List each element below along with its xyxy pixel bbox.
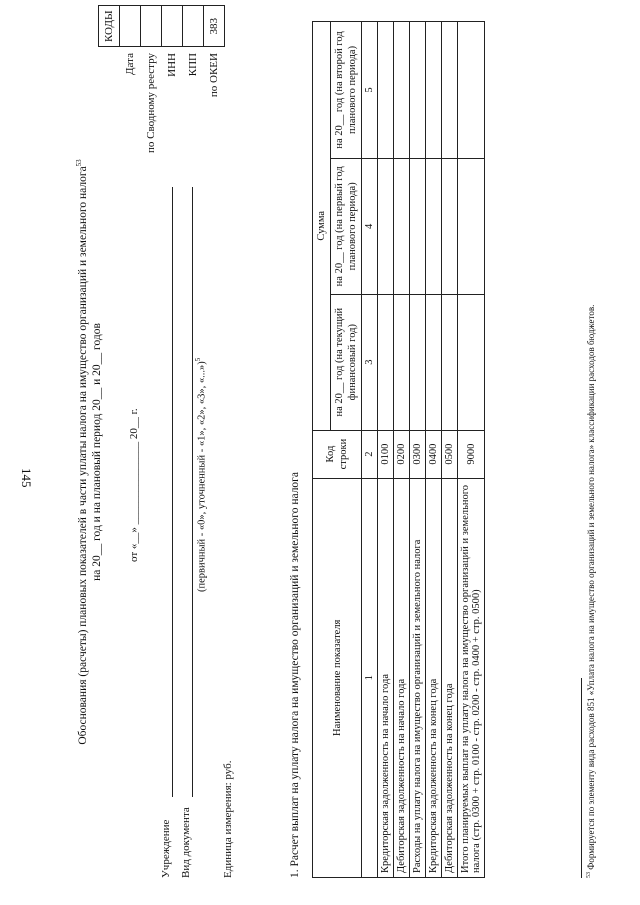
document-title: Обоснования (расчеты) плановых показателей в части уплаты налога на имущество организаций и земельного налога$^{53}$ на 20__ год и на плановый период 20__ и 20__ годов — [75, 159, 103, 745]
doc-type-hint: (первичный - «0», уточненный - «1», «2», «3», «...»)$^5$ — [194, 357, 208, 592]
institution-input-line[interactable] — [172, 187, 173, 797]
unit-label: Единица измерения: руб. — [222, 760, 234, 878]
col-num: 4 — [362, 158, 378, 294]
table-row — [410, 22, 426, 878]
row-value[interactable] — [410, 22, 426, 159]
codes-value-okei: 383 — [204, 6, 225, 47]
row-value[interactable] — [378, 158, 394, 294]
row-value[interactable] — [394, 158, 410, 294]
header-code: Код строки — [313, 430, 362, 478]
table-row — [378, 22, 394, 878]
codes-label-kpp: КПП — [187, 53, 199, 77]
table-row — [426, 22, 442, 878]
footnote: $^{53}$ Формируется по элементу вида расходов 851 «Уплата налога на имущество организаций и земельного налога» классификации расходов бюджетов. — [586, 304, 596, 878]
row-value[interactable] — [426, 22, 442, 159]
page-number: 145 — [19, 468, 34, 488]
row-name: Дебиторская задолженность на конец года — [442, 478, 458, 877]
codes-header: КОДЫ — [99, 6, 120, 47]
row-value[interactable] — [458, 22, 485, 159]
row-name: Дебиторская задолженность на начало года — [394, 478, 410, 877]
row-value[interactable] — [410, 158, 426, 294]
codes-label-inn: ИНН — [166, 53, 178, 77]
codes-value-inn[interactable] — [162, 6, 183, 47]
codes-label-date: Дата — [124, 53, 136, 75]
title-period: на 20__ год и на плановый период 20__ и 20__ годов — [90, 323, 103, 581]
codes-label-registry: по Сводному реестру — [144, 53, 157, 153]
row-value[interactable] — [442, 158, 458, 294]
codes-label-okei: по ОКЕИ — [208, 53, 220, 98]
row-code: 0200 — [394, 430, 410, 478]
row-code: 0500 — [442, 430, 458, 478]
row-name: Кредиторская задолженность на начало года — [378, 478, 394, 877]
header-year-second: на 20__ год (на второй год планового периода) — [331, 22, 362, 159]
row-value[interactable] — [442, 22, 458, 159]
row-value[interactable] — [442, 294, 458, 430]
row-value[interactable] — [426, 294, 442, 430]
row-value[interactable] — [458, 294, 485, 430]
row-value[interactable] — [410, 294, 426, 430]
row-value[interactable] — [458, 158, 485, 294]
header-year-current: на 20__ год (на текущий финансовый год) — [331, 294, 362, 430]
header-year-first: на 20__ год (на первый год планового периода) — [331, 158, 362, 294]
doc-type-label: Вид документа — [180, 807, 192, 878]
table-row-total — [458, 22, 485, 878]
col-num: 3 — [362, 294, 378, 430]
header-sum: Сумма — [313, 22, 331, 431]
section-title: 1. Расчет выплат на уплату налога на имущество организаций и земельного налога — [289, 472, 301, 878]
calculation-table — [312, 21, 485, 878]
row-value[interactable] — [426, 158, 442, 294]
date-line: от «__» _______________ 20__ г. — [128, 408, 140, 562]
codes-value-registry[interactable] — [141, 6, 162, 47]
row-name: Расходы на уплату налога на имущество организаций и земельного налога — [410, 478, 426, 877]
table-row — [394, 22, 410, 878]
row-code: 9000 — [458, 430, 485, 478]
row-code: 0100 — [378, 430, 394, 478]
doc-type-input-line[interactable] — [192, 187, 193, 797]
row-value[interactable] — [378, 22, 394, 159]
row-name: Итого планируемых выплат на уплату налога на имущество организаций и земельного налога (стр. 0300 + стр. 0100 - стр. 0200 - стр. 0400 + стр. 0500) — [458, 478, 485, 877]
row-code: 0400 — [426, 430, 442, 478]
row-value[interactable] — [394, 22, 410, 159]
institution-label: Учреждение — [160, 819, 172, 878]
codes-table — [98, 5, 225, 157]
title-footnote-mark: 53 — [75, 159, 83, 167]
codes-value-kpp[interactable] — [183, 6, 204, 47]
rotated-document — [6, 12, 606, 892]
row-name: Кредиторская задолженность на конец года — [426, 478, 442, 877]
col-num: 2 — [362, 430, 378, 478]
col-num: 1 — [362, 478, 378, 877]
row-value[interactable] — [378, 294, 394, 430]
header-name: Наименование показателя — [313, 478, 362, 877]
row-code: 0300 — [410, 430, 426, 478]
codes-value-date[interactable] — [120, 6, 141, 47]
col-num: 5 — [362, 22, 378, 159]
footnote-divider — [581, 678, 582, 878]
row-value[interactable] — [394, 294, 410, 430]
table-row — [442, 22, 458, 878]
